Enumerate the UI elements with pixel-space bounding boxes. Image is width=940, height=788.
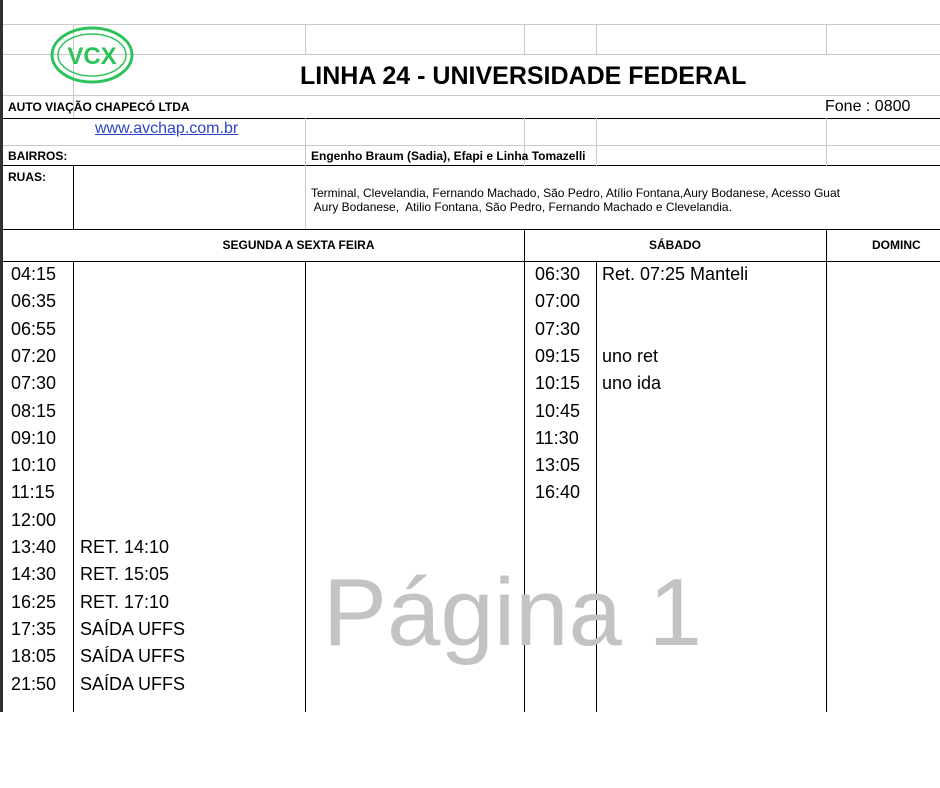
grid-line <box>524 24 525 55</box>
phone-number: Fone : 0800 <box>825 98 911 115</box>
grid-line <box>3 165 940 166</box>
weekday-note: RET. 14:10 <box>80 537 170 557</box>
weekday-note: RET. 15:05 <box>80 564 170 585</box>
grid-line <box>3 24 940 25</box>
saturday-note: uno ida <box>602 373 662 394</box>
grid-line <box>3 118 940 119</box>
grid-line <box>596 24 597 55</box>
weekday-time: 04:15 <box>11 264 57 284</box>
saturday-note: Ret. 07:25 Manteli <box>602 264 749 284</box>
bairros-label: BAIRROS: <box>8 149 68 163</box>
grid-line <box>826 229 827 712</box>
grid-line <box>305 261 306 712</box>
grid-line <box>73 261 74 712</box>
weekday-time: 06:55 <box>11 318 57 339</box>
weekday-time: 08:15 <box>11 400 57 421</box>
ruas-line-1: Terminal, Clevelandia, Fernando Machado, São Pedro, Atílio Fontana,Aury Bodanese, Acesso Guat <box>311 186 840 200</box>
grid-line <box>596 118 597 166</box>
grid-line <box>3 145 940 146</box>
weekday-column-header: SEGUNDA A SEXTA FEIRA <box>222 238 375 252</box>
bairros-value: Engenho Braum (Sadia), Efapi e Linha Tomazelli <box>311 149 586 163</box>
saturday-time: 10:15 <box>535 373 581 394</box>
weekday-time: 07:20 <box>11 345 57 366</box>
weekday-time: 14:30 <box>11 564 57 585</box>
saturday-time: 16:40 <box>535 482 581 503</box>
saturday-time: 07:00 <box>535 291 581 312</box>
page-title: LINHA 24 - UNIVERSIDADE FEDERAL <box>300 62 747 90</box>
weekday-time: 07:30 <box>11 373 57 394</box>
saturday-time: 07:30 <box>535 318 581 339</box>
weekday-time: 11:15 <box>11 482 55 503</box>
grid-line <box>305 118 306 229</box>
company-name: AUTO VIAÇÃO CHAPECÓ LTDA <box>8 100 190 114</box>
ruas-label: RUAS: <box>8 170 46 184</box>
weekday-time: 21:50 <box>11 673 57 694</box>
sunday-column-header: DOMINC <box>872 238 921 252</box>
svg-text:VCX: VCX <box>67 43 117 70</box>
grid-line <box>826 24 827 55</box>
grid-line <box>3 54 940 55</box>
grid-line <box>3 95 940 96</box>
weekday-time: 06:35 <box>11 291 57 312</box>
saturday-time: 13:05 <box>535 455 581 476</box>
saturday-note: uno ret <box>602 345 659 366</box>
grid-line <box>3 261 940 262</box>
weekday-note: SAÍDA UFFS <box>80 618 186 639</box>
weekday-time: 16:25 <box>11 591 57 612</box>
saturday-column-header: SÁBADO <box>648 238 701 252</box>
ruas-line-2: Aury Bodanese, Atilio Fontana, São Pedro, Fernando Machado e Clevelandia. <box>311 200 732 214</box>
page-left-edge <box>0 0 3 712</box>
weekday-time: 09:10 <box>11 427 57 448</box>
company-logo <box>50 26 134 84</box>
grid-line <box>3 229 940 230</box>
website-link[interactable]: www.avchap.com.br <box>95 120 239 137</box>
weekday-time: 13:40 <box>11 537 57 557</box>
saturday-time: 06:30 <box>535 264 581 284</box>
weekday-note: SAÍDA UFFS <box>80 673 186 694</box>
page-watermark: Página 1 <box>323 559 702 666</box>
weekday-time: 12:00 <box>11 509 57 530</box>
weekday-time: 10:10 <box>11 455 57 476</box>
weekday-note: RET. 17:10 <box>80 591 170 612</box>
grid-line <box>73 165 74 229</box>
saturday-time: 10:45 <box>535 400 581 421</box>
grid-line <box>826 118 827 166</box>
weekday-note: SAÍDA UFFS <box>80 646 186 667</box>
weekday-time: 17:35 <box>11 618 57 639</box>
saturday-time: 09:15 <box>535 345 581 366</box>
weekday-time: 18:05 <box>11 646 57 667</box>
grid-line <box>305 24 306 55</box>
saturday-time: 11:30 <box>535 427 579 448</box>
